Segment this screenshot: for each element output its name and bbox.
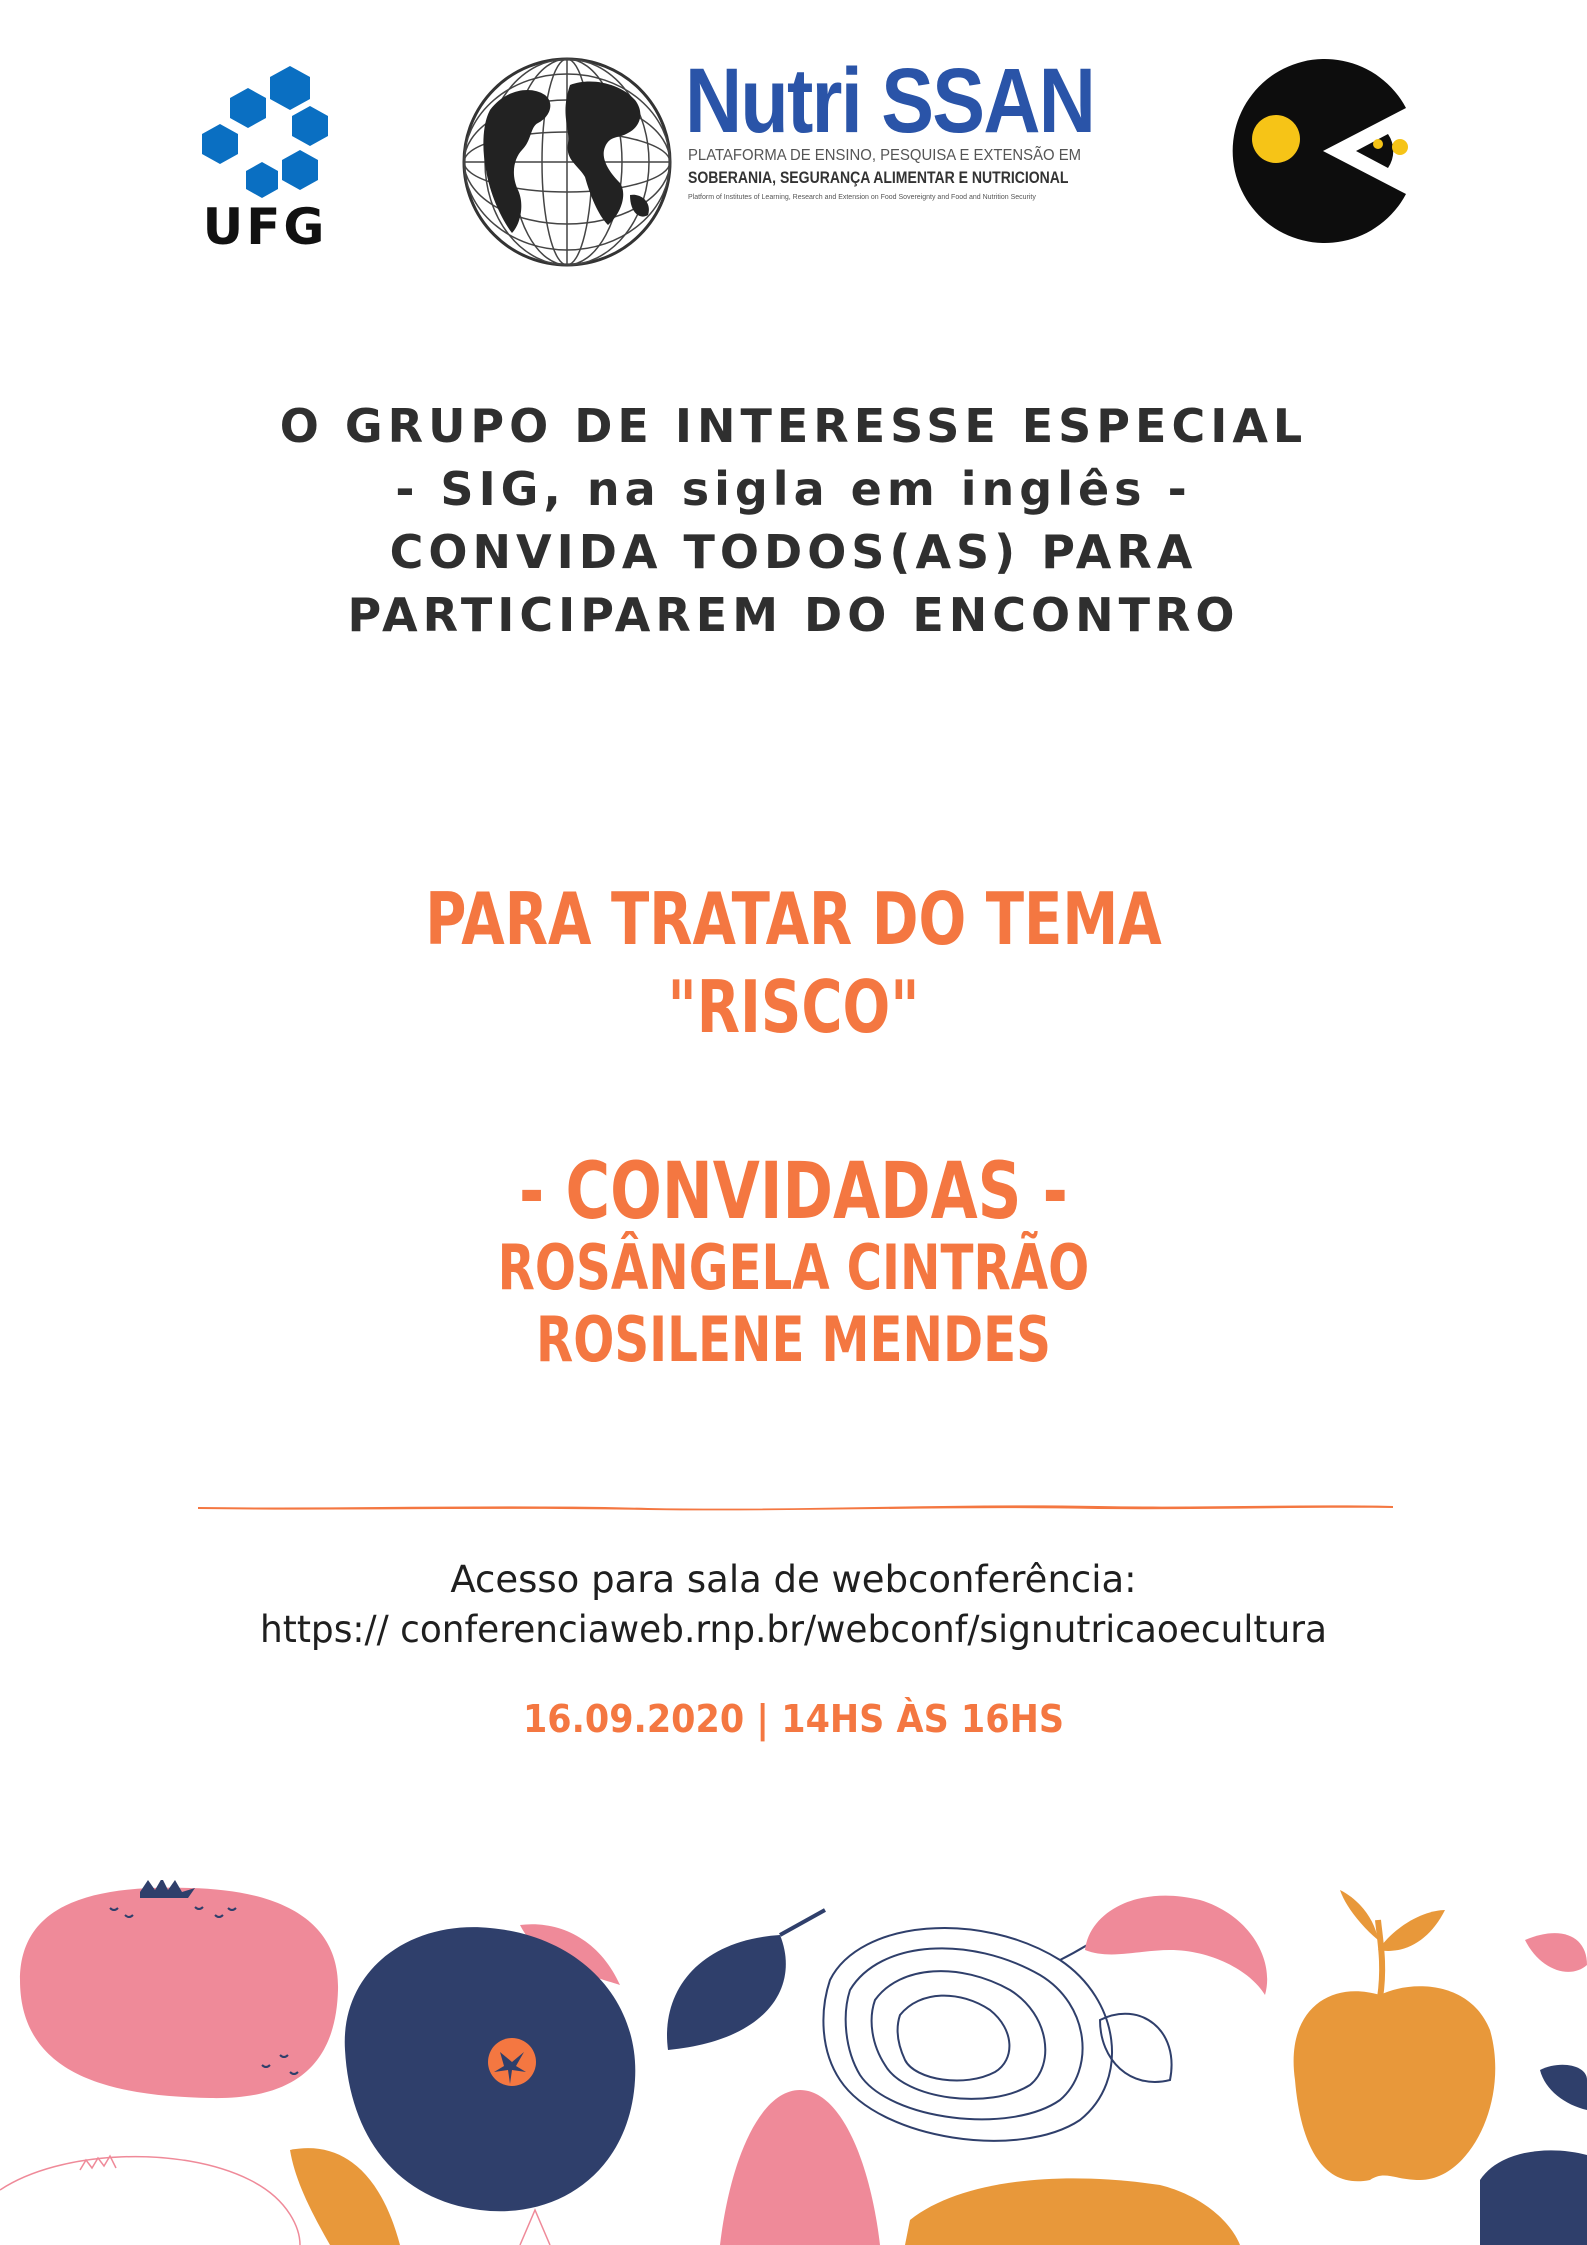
nutri-ssan-subtitle-3: Platform of Institutes of Learning, Research and Extension on Food Sovereignty and Food and Nutrition Security (688, 194, 1036, 201)
webconference-link[interactable]: https:// conferenciaweb.rnp.br/webconf/signutricaoecultura (260, 1608, 1327, 1651)
nutri-ssan-title: Nutri SSAN (685, 50, 1095, 152)
decorative-fruits (0, 1880, 1587, 2245)
pink-outline-leaf (520, 2210, 550, 2245)
navy-fruit-right-icon (1480, 2150, 1587, 2245)
mustard-leaf-icon (290, 2148, 400, 2245)
ufg-logo (190, 58, 340, 258)
mustard-apple-icon (1294, 1890, 1496, 2181)
navy-leaf-icon (667, 1935, 786, 2050)
guest-name: ROSILENE MENDES (535, 1303, 1051, 1376)
leaf-stem (780, 1910, 825, 1935)
intro-line-3: CONVIDA TODOS(AS) PARA (389, 525, 1198, 579)
guests-title: - CONVIDADAS - (519, 1147, 1068, 1237)
event-date-time: 16.09.2020 | 14HS ÀS 16HS (522, 1697, 1065, 1741)
intro-line-1: O GRUPO DE INTERESSE ESPECIAL (279, 399, 1308, 453)
globe-icon (460, 55, 675, 270)
access-label: Acesso para sala de webconferência: (450, 1558, 1137, 1601)
pacman-eating-icon (1228, 56, 1418, 246)
theme-title: "RISCO" (667, 965, 920, 1049)
pink-pear-icon (720, 2090, 880, 2245)
pink-leaf-right-icon (1525, 1933, 1587, 1972)
guest-name: ROSÂNGELA CINTRÃO (497, 1231, 1090, 1304)
nutri-ssan-subtitle-2: SOBERANIA, SEGURANÇA ALIMENTAR E NUTRICIONAL (688, 169, 1069, 187)
ufg-logo-text: UFG (202, 198, 328, 256)
pink-slice-icon (1085, 1896, 1267, 1995)
intro-text (150, 395, 1437, 647)
pink-outline-crown (80, 2156, 116, 2170)
nutri-ssan-logo (460, 50, 1130, 270)
navy-leaf-right-icon (1540, 2065, 1587, 2110)
ufg-hexagons-icon (190, 58, 340, 198)
intro-line-2: - SIG, na sigla em inglês - (395, 462, 1192, 516)
intro-line-4: PARTICIPAREM DO ENCONTRO (347, 588, 1240, 642)
pink-fruit-icon (20, 1880, 338, 2098)
mustard-fruit-bottom-icon (905, 2178, 1240, 2245)
nutri-ssan-subtitle-1: PLATAFORMA DE ENSINO, PESQUISA E EXTENSÃO EM (688, 147, 1082, 164)
brush-divider (198, 1500, 1393, 1512)
pink-outline-fruit-icon (0, 2157, 300, 2245)
theme-heading: PARA TRATAR DO TEMA (425, 877, 1162, 961)
